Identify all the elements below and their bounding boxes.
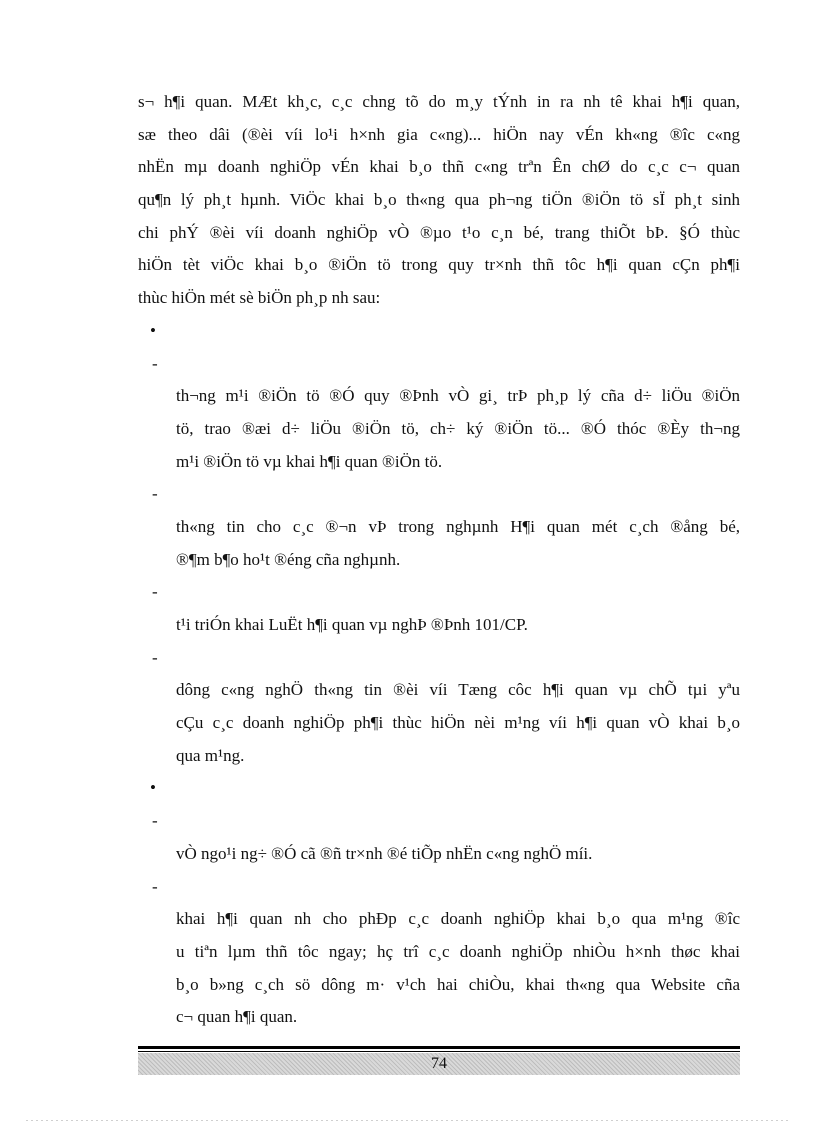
paragraph-line: qu¶n lý ph¸t hµnh. ViÖc khai b¸o th«ng qua ph¬ng tiÖn ®iÖn tö sÏ ph¸t sinh: [138, 190, 740, 210]
paragraph-line: chi phÝ ®èi víi doanh nghiÖp vÒ ®µo t¹o c¸n bé, trang thiÕt bÞ. §Ó thùc: [138, 222, 740, 242]
footer-rule: [138, 1051, 740, 1052]
list-item-line: cÇu c¸c doanh nghiÖp ph¶i thùc hiÖn nèi m¹ng víi h¶i quan vÒ khai b¸o: [176, 713, 740, 733]
list-item-line: m¹i ®iÖn tö vµ khai h¶i quan ®iÖn tö.: [176, 451, 443, 471]
bullet-icon: •: [150, 778, 156, 798]
list-item-line: [138, 805, 740, 838]
list-item-line: qua m¹ng.: [176, 745, 245, 765]
list-item-line: th¬ng m¹i ®iÖn tö ®Ó quy ®Þnh vÒ gi¸ trÞ ph¸p lý cña d÷ liÖu ®iÖn: [176, 386, 740, 406]
dash-icon: -: [152, 484, 158, 504]
paragraph-line: nhËn mµ doanh nghiÖp vÉn khai b¸o thñ c«ng trªn Ên chØ do c¸c c¬ quan: [138, 157, 740, 177]
paragraph-line: s¬ h¶i quan. MÆt kh¸c, c¸c chng tõ do m¸y tÝnh in ra nh tê khai h¶i quan,: [138, 92, 740, 111]
bullet-heading: [138, 772, 740, 805]
list-item-line: khai h¶i quan nh cho phÐp c¸c doanh nghiÖp khai b¸o qua m¹ng ®îc: [176, 909, 740, 929]
list-item-line: ®¶m b¶o ho¹t ®éng cña nghµnh.: [176, 549, 401, 569]
list-item-line: c¬ quan h¶i quan.: [176, 1007, 298, 1027]
list-item-line: [138, 348, 740, 381]
paragraph-line: hiÖn tèt viÖc khai b¸o ®iÖn tö trong quy tr×nh thñ tôc h¶i quan cÇn ph¶i: [138, 255, 740, 275]
list-item-line: u tiªn lµm thñ tôc ngay; hç trî c¸c doanh nghiÖp nhiÒu h×nh thøc khai: [176, 941, 740, 961]
dash-icon: -: [152, 353, 158, 373]
page-edge-dotted-line: [26, 1120, 790, 1121]
list-item-line: [138, 871, 740, 904]
list-item-line: tö, trao ®æi d÷ liÖu ®iÖn tö, ch÷ ký ®iÖn tö... ®Ó thóc ®Èy th¬ng: [176, 418, 740, 438]
list-item-line: b¸o b»ng c¸ch sö dông m· v¹ch hai chiÒu, khai th«ng qua Website cña: [176, 974, 740, 994]
dash-icon: -: [152, 582, 158, 602]
list-item-line: [138, 478, 740, 511]
page-number: 74: [431, 1055, 447, 1072]
footer-rule: [138, 1046, 740, 1049]
dash-icon: -: [152, 811, 158, 831]
list-item-line: [138, 576, 740, 609]
paragraph-line: thùc hiÖn mét sè biÖn ph¸p nh sau:: [138, 288, 381, 308]
list-item-line: t¹i triÓn khai LuËt h¶i quan vµ nghÞ ®Þnh 101/CP.: [176, 615, 528, 634]
body-text: [138, 86, 740, 1034]
list-item-line: vÒ ngo¹i ng÷ ®Ó cã ®ñ tr×nh ®é tiÕp nhËn c«ng nghÖ míi.: [176, 843, 593, 863]
bullet-heading: [138, 315, 740, 348]
bullet-icon: •: [150, 320, 156, 340]
list-item-line: [138, 642, 740, 675]
list-item-line: dông c«ng nghÖ th«ng tin ®èi víi Tæng côc h¶i quan vµ chÕ tµi yªu: [176, 680, 740, 700]
list-item-line: th«ng tin cho c¸c ®¬n vÞ trong nghµnh H¶i quan mét c¸ch ®ång bé,: [176, 516, 740, 536]
page-footer: [138, 1046, 740, 1075]
dash-icon: -: [152, 876, 158, 896]
footer-band: [138, 1053, 740, 1075]
paragraph-line: sæ theo dâi (®èi víi lo¹i h×nh gia c«ng)... hiÖn nay vÉn kh«ng ®îc c«ng: [138, 124, 740, 144]
dash-icon: -: [152, 647, 158, 667]
